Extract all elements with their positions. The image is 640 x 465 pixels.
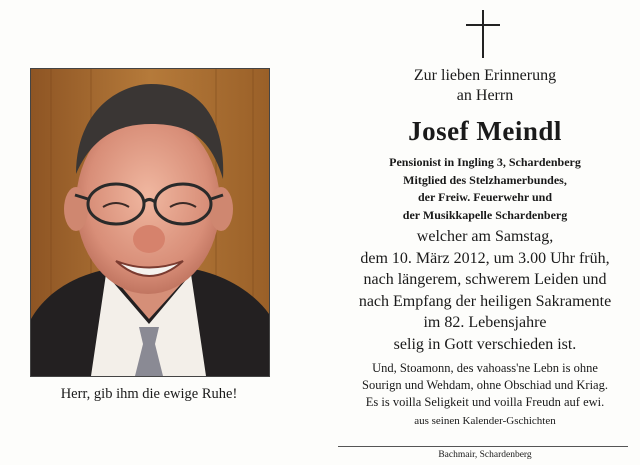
death-notice-line: dem 10. März 2012, um 3.00 Uhr früh, bbox=[360, 249, 610, 267]
poem-source: aus seinen Kalender-Gschichten bbox=[414, 415, 556, 427]
divider bbox=[338, 446, 628, 447]
poem-block bbox=[340, 360, 630, 411]
deceased-name: Josef Meindl bbox=[408, 116, 562, 146]
cross-icon bbox=[466, 10, 500, 58]
prayer-text: Herr, gib ihm die ewige Ruhe! bbox=[60, 386, 238, 402]
description-line: der Freiw. Feuerwehr und bbox=[418, 190, 552, 204]
death-notice-line: im 82. Lebensjahre bbox=[423, 314, 547, 331]
printer-credit: Bachmair, Schardenberg bbox=[438, 450, 532, 460]
intro-line: Zur lieben Erinnerung bbox=[413, 67, 557, 84]
death-notice-line: welcher am Samstag, bbox=[416, 228, 554, 245]
death-notice bbox=[340, 226, 630, 355]
description-line: Mitglied des Stelzhamerbundes, bbox=[403, 172, 567, 187]
poem-line: Sourign und Wehdam, ohne Obschiad und Kriag. bbox=[362, 378, 608, 392]
death-notice-line: nach Empfang der heiligen Sakramente bbox=[358, 292, 612, 310]
description-line: der Musikkapelle Schardenberg bbox=[402, 207, 568, 222]
poem-line: Es is voilla Seligkeit und voilla Freudn auf ewi. bbox=[365, 395, 605, 409]
death-notice-line: selig in Gott verschieden ist. bbox=[393, 335, 577, 353]
death-notice-line: nach längerem, schwerem Leiden und bbox=[363, 271, 607, 288]
poem-line: Und, Stoamonn, des vahoass'ne Lebn is ohne bbox=[372, 361, 598, 375]
intro-line: an Herrn bbox=[456, 87, 514, 104]
portrait-photo bbox=[30, 68, 270, 377]
description-block bbox=[340, 154, 630, 224]
description-line: Pensionist in Ingling 3, Schardenberg bbox=[389, 155, 581, 169]
